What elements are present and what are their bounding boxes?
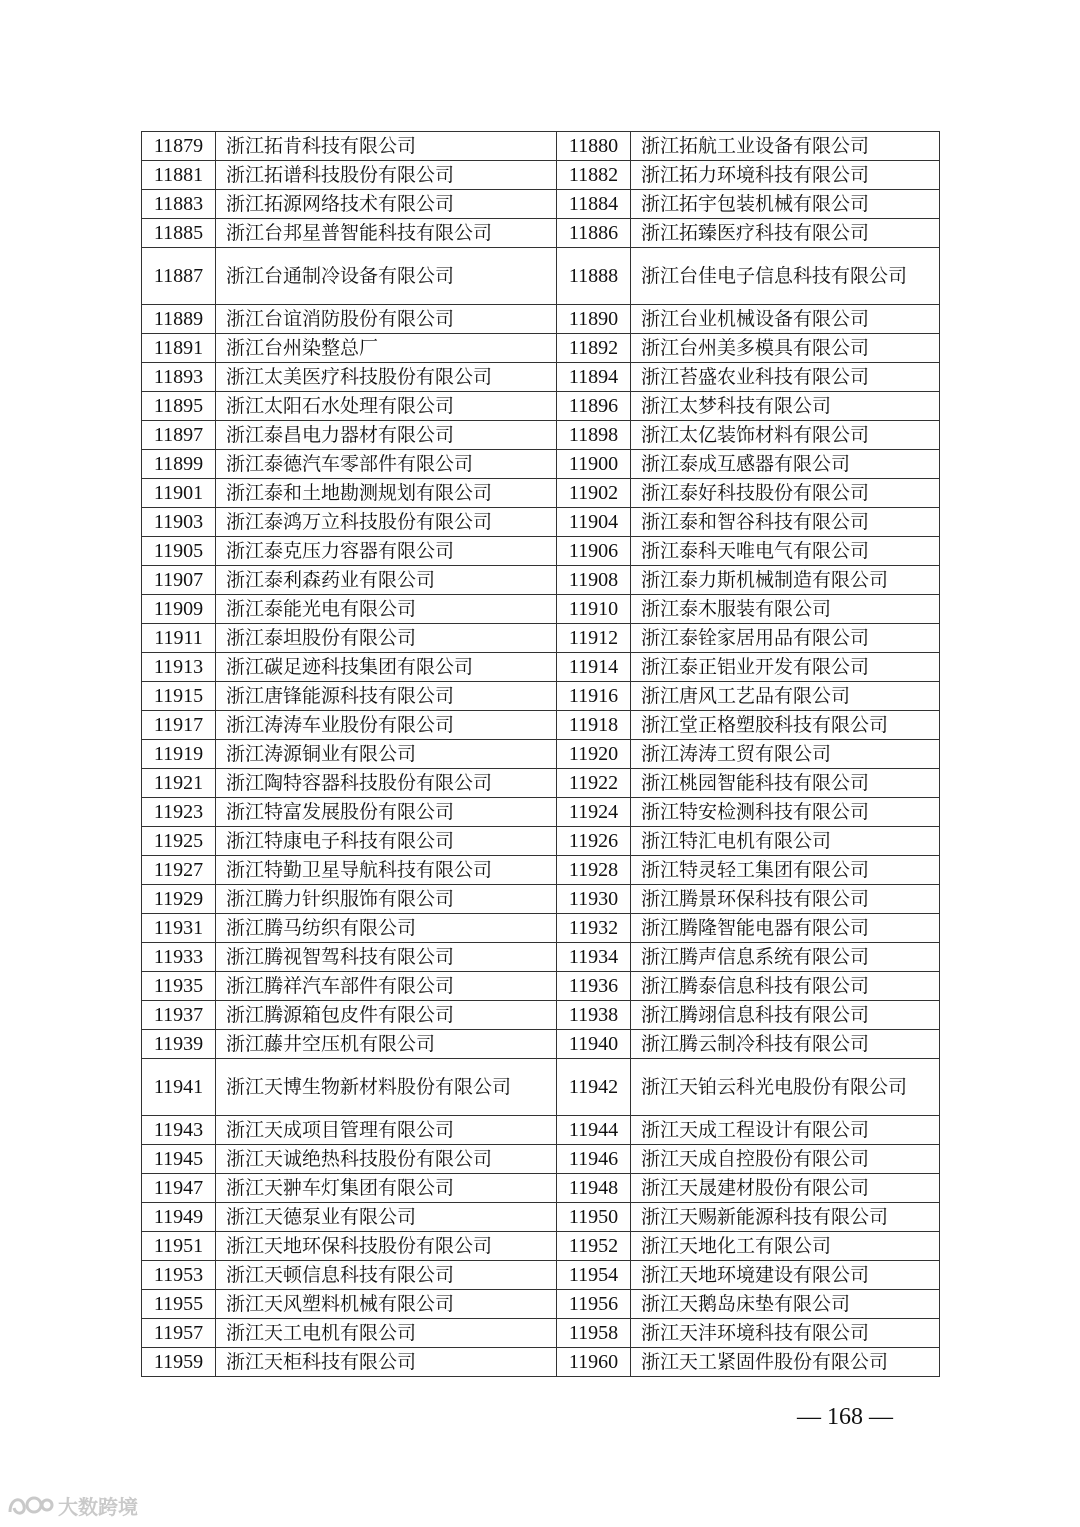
row-number-left: 11925 <box>142 827 216 856</box>
company-name-right: 浙江台佳电子信息科技有限公司 <box>631 248 940 305</box>
row-number-right: 11908 <box>557 566 631 595</box>
row-number-right: 11904 <box>557 508 631 537</box>
company-name-left: 浙江藤井空压机有限公司 <box>216 1030 557 1059</box>
row-number-left: 11879 <box>142 132 216 161</box>
company-name-right: 浙江涛涛工贸有限公司 <box>631 740 940 769</box>
row-number-right: 11882 <box>557 161 631 190</box>
company-name-left: 浙江特勤卫星导航科技有限公司 <box>216 856 557 885</box>
company-name-right: 浙江天工紧固件股份有限公司 <box>631 1348 940 1377</box>
table-row <box>142 161 940 190</box>
row-number-left: 11883 <box>142 190 216 219</box>
row-number-right: 11918 <box>557 711 631 740</box>
company-name-right: 浙江天鹅岛床垫有限公司 <box>631 1290 940 1319</box>
table-row <box>142 363 940 392</box>
row-number-left: 11951 <box>142 1232 216 1261</box>
company-name-left: 浙江涛源铜业有限公司 <box>216 740 557 769</box>
company-name-right: 浙江天铂云科光电股份有限公司 <box>631 1059 940 1116</box>
company-name-right: 浙江堂正格塑胶科技有限公司 <box>631 711 940 740</box>
company-name-right: 浙江腾声信息系统有限公司 <box>631 943 940 972</box>
table-row <box>142 885 940 914</box>
row-number-right: 11922 <box>557 769 631 798</box>
table-row <box>142 943 940 972</box>
row-number-left: 11919 <box>142 740 216 769</box>
company-name-right: 浙江泰科天唯电气有限公司 <box>631 537 940 566</box>
row-number-right: 11930 <box>557 885 631 914</box>
row-number-right: 11940 <box>557 1030 631 1059</box>
company-name-left: 浙江陶特容器科技股份有限公司 <box>216 769 557 798</box>
table-row <box>142 479 940 508</box>
row-number-right: 11946 <box>557 1145 631 1174</box>
row-number-right: 11950 <box>557 1203 631 1232</box>
row-number-left: 11949 <box>142 1203 216 1232</box>
row-number-right: 11932 <box>557 914 631 943</box>
company-name-left: 浙江腾力针织服饰有限公司 <box>216 885 557 914</box>
table-row <box>142 1261 940 1290</box>
company-name-left: 浙江特富发展股份有限公司 <box>216 798 557 827</box>
company-name-left: 浙江天顿信息科技有限公司 <box>216 1261 557 1290</box>
company-name-right: 浙江腾景环保科技有限公司 <box>631 885 940 914</box>
row-number-left: 11941 <box>142 1059 216 1116</box>
company-name-left: 浙江太阳石水处理有限公司 <box>216 392 557 421</box>
row-number-left: 11899 <box>142 450 216 479</box>
company-name-right: 浙江泰木服装有限公司 <box>631 595 940 624</box>
company-name-right: 浙江泰好科技股份有限公司 <box>631 479 940 508</box>
company-name-left: 浙江泰和土地勘测规划有限公司 <box>216 479 557 508</box>
row-number-right: 11890 <box>557 305 631 334</box>
company-name-left: 浙江泰能光电有限公司 <box>216 595 557 624</box>
row-number-right: 11934 <box>557 943 631 972</box>
company-name-right: 浙江天地化工有限公司 <box>631 1232 940 1261</box>
row-number-right: 11898 <box>557 421 631 450</box>
table-row <box>142 1145 940 1174</box>
row-number-right: 11956 <box>557 1290 631 1319</box>
row-number-right: 11928 <box>557 856 631 885</box>
row-number-left: 11943 <box>142 1116 216 1145</box>
row-number-right: 11902 <box>557 479 631 508</box>
table-row <box>142 1348 940 1377</box>
company-list-table <box>141 131 940 1377</box>
company-name-right: 浙江泰正铝业开发有限公司 <box>631 653 940 682</box>
row-number-right: 11896 <box>557 392 631 421</box>
table-row <box>142 392 940 421</box>
table-row <box>142 798 940 827</box>
company-name-left: 浙江泰德汽车零部件有限公司 <box>216 450 557 479</box>
row-number-left: 11901 <box>142 479 216 508</box>
row-number-left: 11909 <box>142 595 216 624</box>
row-number-right: 11960 <box>557 1348 631 1377</box>
company-name-left: 浙江腾马纺织有限公司 <box>216 914 557 943</box>
company-name-right: 浙江天地环境建设有限公司 <box>631 1261 940 1290</box>
row-number-right: 11936 <box>557 972 631 1001</box>
row-number-left: 11881 <box>142 161 216 190</box>
company-name-right: 浙江台业机械设备有限公司 <box>631 305 940 334</box>
company-name-left: 浙江泰鸿万立科技股份有限公司 <box>216 508 557 537</box>
table-row <box>142 972 940 1001</box>
table-row <box>142 450 940 479</box>
row-number-left: 11947 <box>142 1174 216 1203</box>
company-name-right: 浙江桃园智能科技有限公司 <box>631 769 940 798</box>
company-name-left: 浙江台通制冷设备有限公司 <box>216 248 557 305</box>
company-name-right: 浙江拓宇包装机械有限公司 <box>631 190 940 219</box>
table-row <box>142 132 940 161</box>
table-row <box>142 1203 940 1232</box>
company-name-right: 浙江泰力斯机械制造有限公司 <box>631 566 940 595</box>
company-name-right: 浙江苔盛农业科技有限公司 <box>631 363 940 392</box>
row-number-left: 11889 <box>142 305 216 334</box>
row-number-right: 11920 <box>557 740 631 769</box>
company-name-right: 浙江天成工程设计有限公司 <box>631 1116 940 1145</box>
row-number-left: 11921 <box>142 769 216 798</box>
row-number-right: 11888 <box>557 248 631 305</box>
company-name-right: 浙江泰铨家居用品有限公司 <box>631 624 940 653</box>
table-row <box>142 1319 940 1348</box>
table-row <box>142 537 940 566</box>
row-number-left: 11959 <box>142 1348 216 1377</box>
table-row <box>142 624 940 653</box>
company-name-right: 浙江特安检测科技有限公司 <box>631 798 940 827</box>
company-name-right: 浙江泰成互感器有限公司 <box>631 450 940 479</box>
company-name-right: 浙江拓航工业设备有限公司 <box>631 132 940 161</box>
row-number-right: 11952 <box>557 1232 631 1261</box>
company-name-right: 浙江太梦科技有限公司 <box>631 392 940 421</box>
table-row <box>142 1030 940 1059</box>
row-number-right: 11894 <box>557 363 631 392</box>
company-list-body <box>142 132 940 1377</box>
company-name-left: 浙江天风塑料机械有限公司 <box>216 1290 557 1319</box>
company-name-left: 浙江涛涛车业股份有限公司 <box>216 711 557 740</box>
company-name-left: 浙江天博生物新材料股份有限公司 <box>216 1059 557 1116</box>
company-name-left: 浙江泰利森药业有限公司 <box>216 566 557 595</box>
row-number-left: 11927 <box>142 856 216 885</box>
row-number-right: 11906 <box>557 537 631 566</box>
row-number-left: 11907 <box>142 566 216 595</box>
row-number-left: 11955 <box>142 1290 216 1319</box>
company-name-right: 浙江腾泰信息科技有限公司 <box>631 972 940 1001</box>
company-name-left: 浙江台州染整总厂 <box>216 334 557 363</box>
table-row <box>142 1290 940 1319</box>
table-row <box>142 827 940 856</box>
table-row <box>142 248 940 305</box>
company-name-left: 浙江天地环保科技股份有限公司 <box>216 1232 557 1261</box>
company-name-left: 浙江拓肯科技有限公司 <box>216 132 557 161</box>
company-name-left: 浙江天成项目管理有限公司 <box>216 1116 557 1145</box>
row-number-right: 11954 <box>557 1261 631 1290</box>
company-name-right: 浙江天赐新能源科技有限公司 <box>631 1203 940 1232</box>
company-name-right: 浙江腾翊信息科技有限公司 <box>631 1001 940 1030</box>
row-number-left: 11935 <box>142 972 216 1001</box>
table-row <box>142 769 940 798</box>
row-number-left: 11957 <box>142 1319 216 1348</box>
table-row <box>142 1174 940 1203</box>
row-number-right: 11914 <box>557 653 631 682</box>
company-name-left: 浙江太美医疗科技股份有限公司 <box>216 363 557 392</box>
row-number-right: 11938 <box>557 1001 631 1030</box>
company-name-right: 浙江腾云制冷科技有限公司 <box>631 1030 940 1059</box>
company-name-left: 浙江泰昌电力器材有限公司 <box>216 421 557 450</box>
row-number-left: 11933 <box>142 943 216 972</box>
row-number-left: 11885 <box>142 219 216 248</box>
row-number-left: 11945 <box>142 1145 216 1174</box>
row-number-left: 11953 <box>142 1261 216 1290</box>
row-number-right: 11880 <box>557 132 631 161</box>
row-number-right: 11916 <box>557 682 631 711</box>
company-name-right: 浙江拓臻医疗科技有限公司 <box>631 219 940 248</box>
table-row <box>142 421 940 450</box>
company-name-left: 浙江拓谱科技股份有限公司 <box>216 161 557 190</box>
row-number-left: 11929 <box>142 885 216 914</box>
row-number-left: 11913 <box>142 653 216 682</box>
table-row <box>142 1001 940 1030</box>
company-name-right: 浙江特汇电机有限公司 <box>631 827 940 856</box>
company-name-right: 浙江太亿装饰材料有限公司 <box>631 421 940 450</box>
row-number-right: 11924 <box>557 798 631 827</box>
table-row <box>142 914 940 943</box>
row-number-left: 11897 <box>142 421 216 450</box>
watermark-text: 大数跨境 <box>58 1494 138 1519</box>
company-name-left: 浙江天德泵业有限公司 <box>216 1203 557 1232</box>
company-name-right: 浙江唐风工艺品有限公司 <box>631 682 940 711</box>
company-name-left: 浙江台谊消防股份有限公司 <box>216 305 557 334</box>
row-number-left: 11893 <box>142 363 216 392</box>
company-name-left: 浙江拓源网络技术有限公司 <box>216 190 557 219</box>
row-number-right: 11942 <box>557 1059 631 1116</box>
row-number-right: 11948 <box>557 1174 631 1203</box>
table-row <box>142 682 940 711</box>
row-number-left: 11905 <box>142 537 216 566</box>
row-number-left: 11917 <box>142 711 216 740</box>
table-row <box>142 595 940 624</box>
company-name-left: 浙江腾祥汽车部件有限公司 <box>216 972 557 1001</box>
table-row <box>142 219 940 248</box>
row-number-left: 11923 <box>142 798 216 827</box>
company-name-left: 浙江泰坦股份有限公司 <box>216 624 557 653</box>
table-row <box>142 1059 940 1116</box>
row-number-left: 11915 <box>142 682 216 711</box>
company-name-right: 浙江天沣环境科技有限公司 <box>631 1319 940 1348</box>
table-row <box>142 334 940 363</box>
company-name-left: 浙江腾源箱包皮件有限公司 <box>216 1001 557 1030</box>
row-number-right: 11900 <box>557 450 631 479</box>
company-name-right: 浙江特灵轻工集团有限公司 <box>631 856 940 885</box>
company-name-left: 浙江台邦星普智能科技有限公司 <box>216 219 557 248</box>
table-row <box>142 190 940 219</box>
row-number-left: 11911 <box>142 624 216 653</box>
row-number-left: 11903 <box>142 508 216 537</box>
table-row <box>142 1116 940 1145</box>
row-number-right: 11944 <box>557 1116 631 1145</box>
company-name-right: 浙江天成自控股份有限公司 <box>631 1145 940 1174</box>
row-number-right: 11892 <box>557 334 631 363</box>
row-number-right: 11886 <box>557 219 631 248</box>
row-number-left: 11895 <box>142 392 216 421</box>
company-name-left: 浙江腾视智驾科技有限公司 <box>216 943 557 972</box>
company-name-left: 浙江特康电子科技有限公司 <box>216 827 557 856</box>
row-number-right: 11912 <box>557 624 631 653</box>
row-number-left: 11937 <box>142 1001 216 1030</box>
company-name-left: 浙江天翀车灯集团有限公司 <box>216 1174 557 1203</box>
table-row <box>142 711 940 740</box>
row-number-left: 11939 <box>142 1030 216 1059</box>
company-name-left: 浙江天柜科技有限公司 <box>216 1348 557 1377</box>
company-name-left: 浙江泰克压力容器有限公司 <box>216 537 557 566</box>
row-number-right: 11958 <box>557 1319 631 1348</box>
table-row <box>142 508 940 537</box>
page-number: — 168 — <box>797 1404 893 1430</box>
table-row <box>142 740 940 769</box>
company-name-left: 浙江天工电机有限公司 <box>216 1319 557 1348</box>
row-number-right: 11884 <box>557 190 631 219</box>
table-row <box>142 1232 940 1261</box>
company-name-right: 浙江台州美多模具有限公司 <box>631 334 940 363</box>
table-row <box>142 305 940 334</box>
watermark-logo-icon <box>6 1492 54 1518</box>
company-name-right: 浙江天晟建材股份有限公司 <box>631 1174 940 1203</box>
row-number-left: 11931 <box>142 914 216 943</box>
company-name-right: 浙江腾隆智能电器有限公司 <box>631 914 940 943</box>
row-number-left: 11891 <box>142 334 216 363</box>
row-number-right: 11926 <box>557 827 631 856</box>
company-name-right: 浙江泰和智谷科技有限公司 <box>631 508 940 537</box>
company-name-left: 浙江唐锋能源科技有限公司 <box>216 682 557 711</box>
row-number-right: 11910 <box>557 595 631 624</box>
company-name-left: 浙江天诚绝热科技股份有限公司 <box>216 1145 557 1174</box>
table-row <box>142 566 940 595</box>
table-row <box>142 856 940 885</box>
company-name-left: 浙江碳足迹科技集团有限公司 <box>216 653 557 682</box>
table-row <box>142 653 940 682</box>
row-number-left: 11887 <box>142 248 216 305</box>
watermark <box>6 1490 138 1520</box>
company-name-right: 浙江拓力环境科技有限公司 <box>631 161 940 190</box>
